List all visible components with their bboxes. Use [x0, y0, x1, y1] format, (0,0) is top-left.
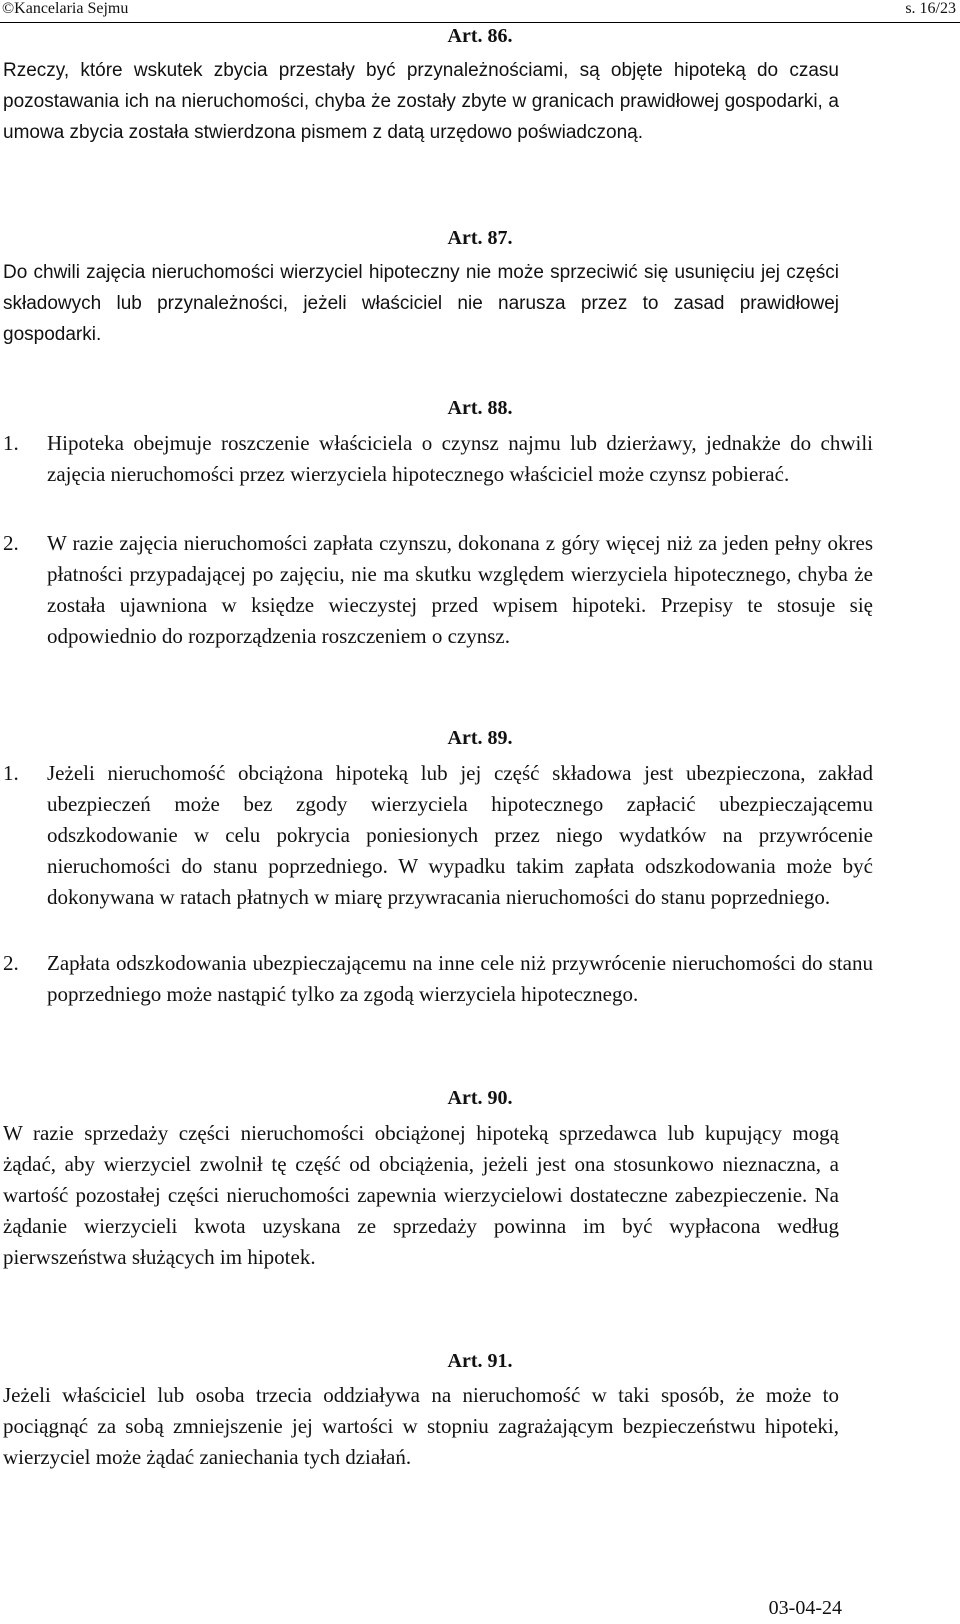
point-text: Jeżeli nieruchomość obciążona hipoteką lub jej część składowa jest ubezpieczona, zakład ubezpieczeń może bez zgody wierzyciela hipotecznego zapłacić ubezpieczającemu odszkodowanie w celu pokrycia poniesionych przez niego wydatków na przywrócenie nieruchomości do stanu poprzedniego. W wypadku takim zapłata odszkodowania może być dokonywana w ratach płatnych w miarę przywracania nieruchomości do stanu poprzedniego. — [47, 761, 873, 909]
article-title: Art. 88. — [447, 397, 513, 419]
point-number: 2. — [3, 951, 19, 975]
article-title: Art. 86. — [447, 25, 513, 47]
point-text: W razie zajęcia nieruchomości zapłata czynszu, dokonana z góry więcej niż za jeden pełny okres płatności przypadającej po zajęciu, nie ma skutku względem wierzyciela hipotecznego, chyba że została ujawniona w księdze wieczystej przed wpisem hipoteki. Przepisy te stosuje się odpowiednio do rozporządzenia roszczeniem o czynsz. — [47, 531, 873, 648]
article-text: Do chwili zajęcia nieruchomości wierzyciel hipoteczny nie może sprzeciwić się usunięciu jej części składowych lub przynależności, jeżeli właściciel nie narusza przez to zasad prawidłowej gospodarki. — [3, 262, 839, 345]
page-header — [0, 0, 960, 23]
header-page-number: s. 16/23 — [905, 0, 956, 17]
article-title: Art. 87. — [447, 227, 513, 249]
footer-date: 03-04-24 — [768, 1597, 842, 1619]
article-title: Art. 91. — [447, 1350, 513, 1372]
article-text: Rzeczy, które wskutek zbycia przestały być przynależnościami, są objęte hipoteką do czasu pozostawania ich na nieruchomości, chyba że zostały zbyte w granicach prawidłowej gospodarki, a umowa zbycia została stwierdzona pismem z datą urzędowo poświadczoną. — [3, 60, 839, 143]
point-number: 1. — [3, 431, 19, 455]
header-copyright: ©Kancelaria Sejmu — [2, 0, 129, 17]
point-text: Zapłata odszkodowania ubezpieczającemu na inne cele niż przywrócenie nieruchomości do stanu poprzedniego może nastąpić tylko za zgodą wierzyciela hipotecznego. — [47, 951, 873, 1006]
article-title: Art. 89. — [447, 727, 513, 749]
point-number: 2. — [3, 531, 19, 555]
article-text: W razie sprzedaży części nieruchomości obciążonej hipoteką sprzedawca lub kupujący mogą żądać, aby wierzyciel zwolnił tę część od obciążenia, jeżeli jest ona stosunkowo nieznaczna, a wartość pozostałej części nieruchomości zapewnia wierzycielowi dostateczne zabezpieczenie. Na żądanie wierzycieli kwota uzyskana ze sprzedaży powinna im być wypłacona według pierwszeństwa służących im hipotek. — [3, 1121, 839, 1269]
article-title: Art. 90. — [447, 1087, 513, 1109]
article-text: Jeżeli właściciel lub osoba trzecia oddziaływa na nieruchomość w taki sposób, że może to pociągnąć za sobą zmniejszenie jej wartości w stopniu zagrażającym bezpieczeństwu hipoteki, wierzyciel może żądać zaniechania tych działań. — [3, 1383, 839, 1469]
point-number: 1. — [3, 761, 19, 785]
point-text: Hipoteka obejmuje roszczenie właściciela o czynsz najmu lub dzierżawy, jednakże do chwili zajęcia nieruchomości przez wierzyciela hipotecznego właściciel może czynsz pobierać. — [47, 431, 873, 486]
